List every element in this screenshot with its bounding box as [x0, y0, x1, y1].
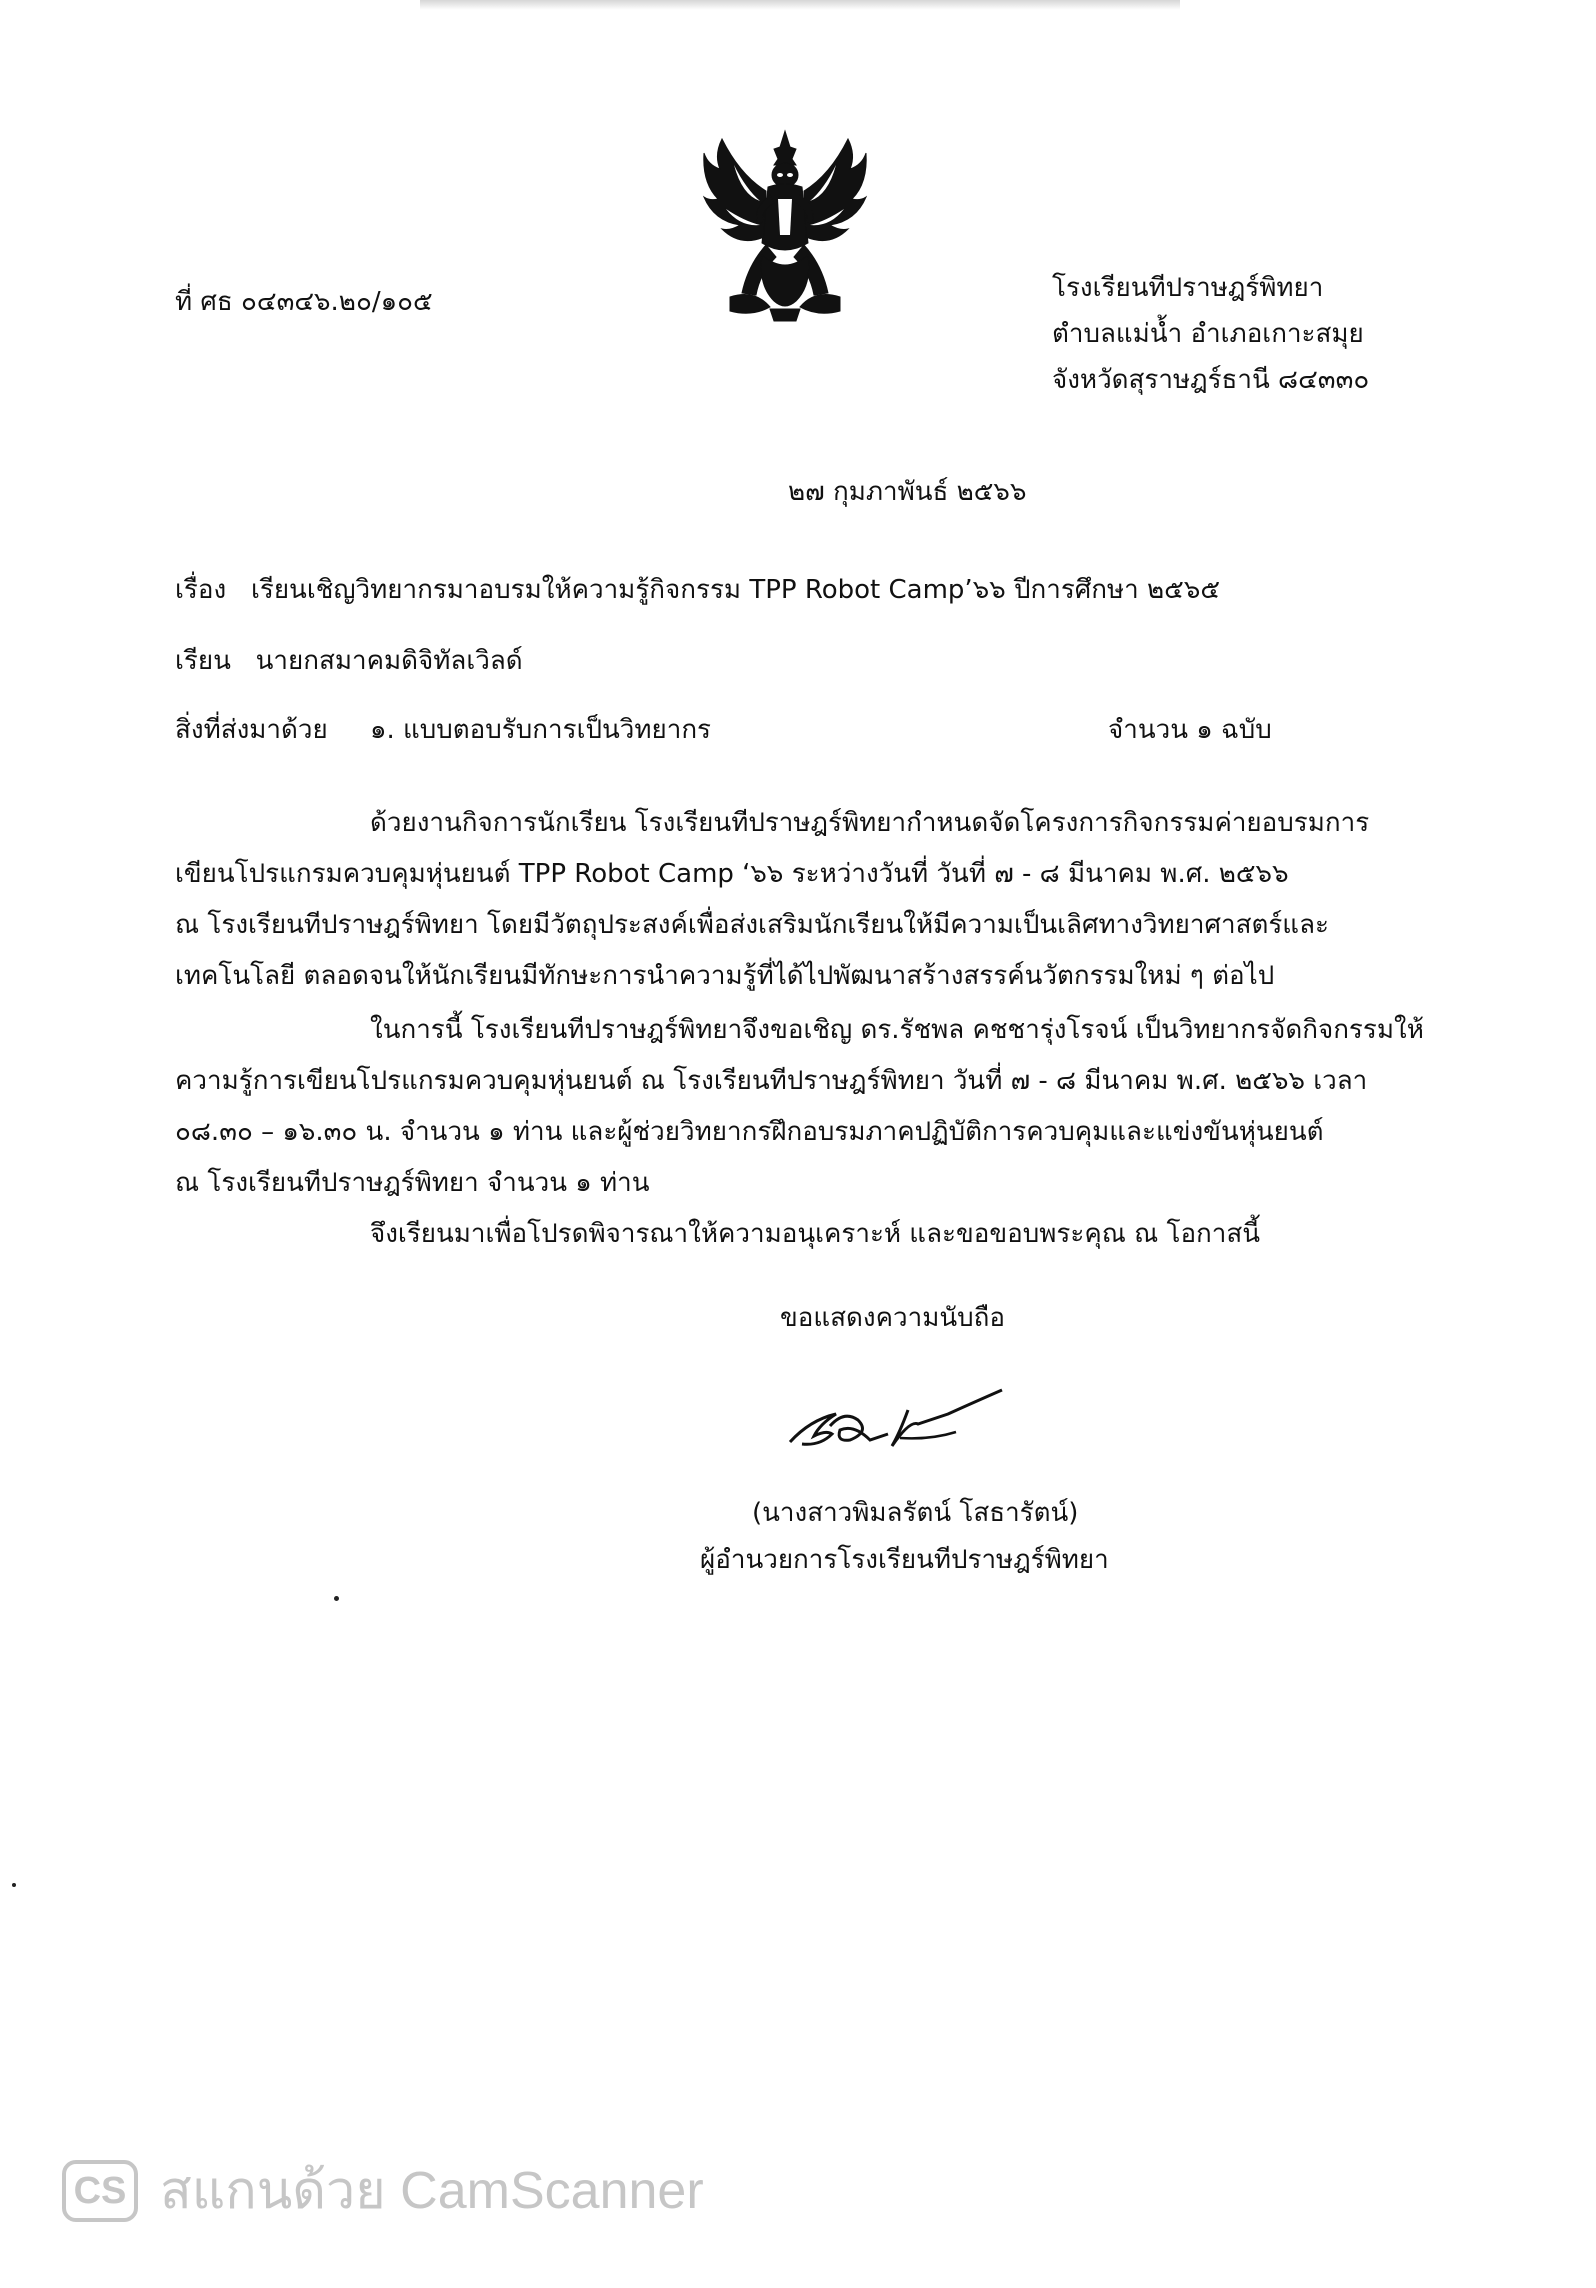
address-line: โรงเรียนทีปราษฎร์พิทยา: [1052, 273, 1324, 303]
subject-line: [175, 572, 1220, 608]
body-line: เทคโนโลยี ตลอดจนให้นักเรียนมีทักษะการนำความรู้ที่ได้ไปพัฒนาสร้างสรรค์นวัตกรรมใหม่ ๆ ต่อไป: [175, 961, 1275, 991]
regards: ขอแสดงความนับถือ: [780, 1303, 1005, 1333]
signatory-position: ผู้อำนวยการโรงเรียนทีปราษฎร์พิทยา: [700, 1545, 1109, 1575]
signatory-name: (นางสาวพิมลรัตน์ โสธารัตน์): [752, 1498, 1079, 1528]
recipient-label: เรียน: [175, 646, 231, 676]
scan-speck: [334, 1596, 339, 1601]
body-paragraph-1: [175, 798, 1395, 1002]
body-line: ในการนี้ โรงเรียนทีปราษฎร์พิทยาจึงขอเชิญ ดร.รัชพล คชชารุ่งโรจน์ เป็นวิทยากรจัดกิจกรรมให้: [370, 1015, 1424, 1045]
enclosure-quantity: จำนวน ๑ ฉบับ: [1108, 715, 1272, 745]
subject-label: เรื่อง: [175, 575, 227, 605]
body-line: ณ โรงเรียนทีปราษฎร์พิทยา โดยมีวัตถุประสงค์เพื่อส่งเสริมนักเรียนให้มีความเป็นเลิศทางวิทยาศาสตร์และ: [175, 910, 1329, 940]
enclosure-item: ๑. แบบตอบรับการเป็นวิทยากร: [370, 715, 712, 745]
scan-speck: [12, 1883, 16, 1887]
body-line: เขียนโปรแกรมควบคุมหุ่นยนต์ TPP Robot Camp ‘๖๖ ระหว่างวันที่ วันที่ ๗ - ๘ มีนาคม พ.ศ. ๒๕๖๖: [175, 859, 1289, 889]
body-line: ณ โรงเรียนทีปราษฎร์พิทยา จำนวน ๑ ท่าน: [175, 1168, 650, 1198]
enclosure-label: สิ่งที่ส่งมาด้วย: [175, 715, 328, 745]
recipient-line: [175, 643, 523, 679]
recipient-text: นายกสมาคมดิจิทัลเวิลด์: [255, 646, 523, 676]
scan-shadow: [420, 0, 1180, 10]
address-line: ตำบลแม่น้ำ อำเภอเกาะสมุย: [1052, 319, 1364, 349]
sender-address: [1052, 265, 1369, 403]
address-line: จังหวัดสุราษฎร์ธานี ๘๔๓๓๐: [1052, 365, 1370, 395]
garuda-emblem-icon: [700, 125, 870, 325]
body-line: ความรู้การเขียนโปรแกรมควบคุมหุ่นยนต์ ณ โรงเรียนทีปราษฎร์พิทยา วันที่ ๗ - ๘ มีนาคม พ.ศ. ๒๕๖๖ เวลา: [175, 1066, 1368, 1096]
document-number: ที่ ศธ ๐๔๓๔๖.๒๐/๑๐๕: [175, 287, 433, 317]
subject-text: เรียนเชิญวิทยากรมาอบรมให้ความรู้กิจกรรม TPP Robot Camp’๖๖ ปีการศึกษา ๒๕๖๕: [250, 575, 1221, 605]
closing-line: จึงเรียนมาเพื่อโปรดพิจารณาให้ความอนุเคราะห์ และขอขอบพระคุณ ณ โอกาสนี้: [370, 1219, 1261, 1249]
body-line: ๐๘.๓๐ – ๑๖.๓๐ น. จำนวน ๑ ท่าน และผู้ช่วยวิทยากรฝึกอบรมภาคปฏิบัติการควบคุมและแข่งขันหุ่นยนต์: [175, 1117, 1324, 1147]
body-line: ด้วยงานกิจการนักเรียน โรงเรียนทีปราษฎร์พิทยากำหนดจัดโครงการกิจกรรมค่ายอบรมการ: [370, 808, 1370, 838]
camscanner-watermark: สแกนด้วย CamScanner: [160, 2162, 704, 2220]
body-paragraph-2: [175, 1005, 1424, 1260]
camscanner-logo-icon: CS: [62, 2160, 138, 2222]
letter-date: ๒๗ กุมภาพันธ์ ๒๕๖๖: [788, 477, 1027, 507]
signature: [780, 1380, 1020, 1460]
